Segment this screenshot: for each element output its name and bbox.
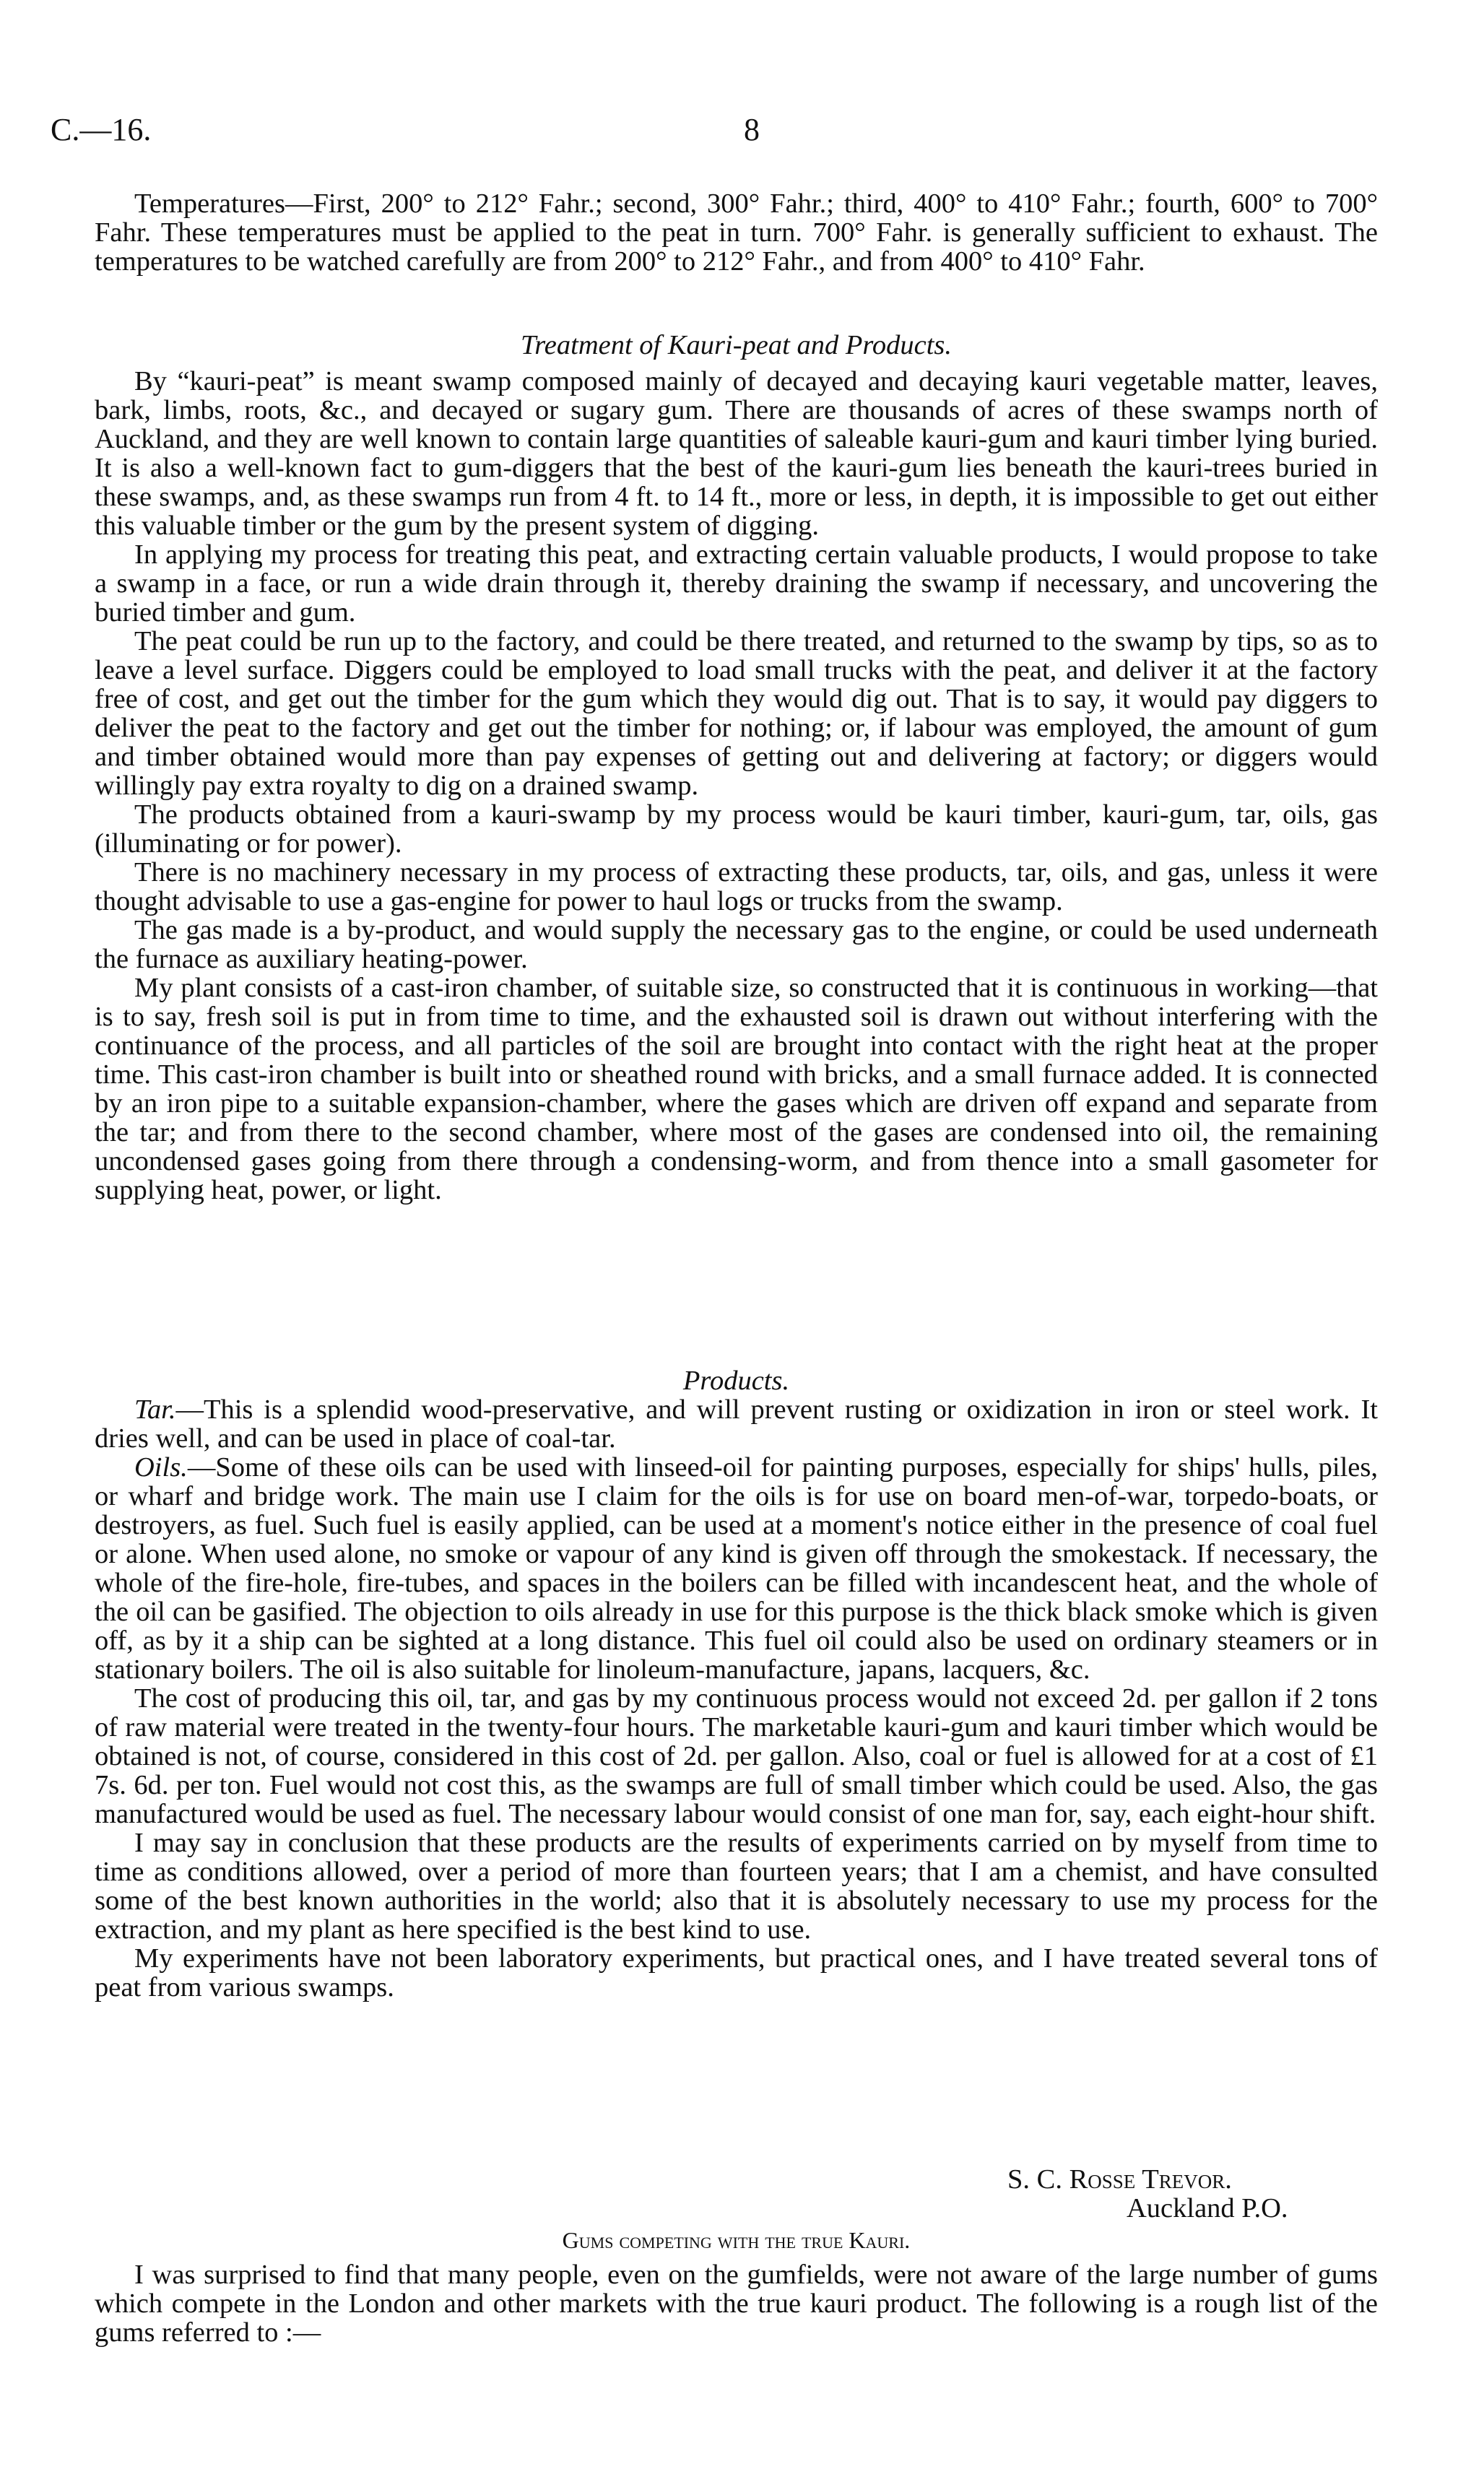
- paragraph: The cost of producing this oil, tar, and gas by my continuous process would not exceed 2d. per gallon if 2 tons of raw material were treated in the twenty-four hours. The marketable kauri-gum and kauri timber which would be obtained is not, of course, considered in this cost of 2d. per gallon. Also, coal or fuel is allowed for at a cost of £1 7s. 6d. per ton. Fuel would not cost this, as the swamps are full of small timber which could be used. Also, the gas manufactured would be used as fuel. The necessary labour would consist of one man for, say, each eight-hour shift.: [95, 1683, 1378, 1829]
- products-heading: Products.: [682, 1366, 790, 1396]
- paragraph: There is no machinery necessary in my process of extracting these products, tar, oils, and gas, unless it were thought advisable to use a gas-engine for power to haul logs or trucks from the swamp.: [95, 857, 1378, 916]
- oils-label: Oils.: [134, 1452, 188, 1483]
- paragraph: I may say in conclusion that these products are the results of experiments carried on by myself from time to time as conditions allowed, over a period of more than fourteen years; that I am a chemist, and have consulted some of the best known authorities in the world; also that it is absolutely necessary to use my process for the extraction, and my plant as here specified is the best kind to use.: [95, 1828, 1378, 1945]
- paragraph: In applying my process for treating this peat, and extracting certain valuable products, I would propose to take a swamp in a face, or run a wide drain through it, thereby draining the swamp if necessary, and uncovering the buried timber and gum.: [95, 539, 1378, 628]
- treatment-heading: Treatment of Kauri-peat and Products.: [520, 330, 953, 360]
- signature-name: S. C. Rosse Trevor.: [1007, 2164, 1232, 2195]
- paragraph: By “kauri-peat” is meant swamp composed mainly of decayed and decaying kauri vegetable matter, leaves, bark, limbs, roots, &c., and decayed or sugary gum. There are thousands of acres of these swamps north of Auckland, and they are well known to contain large quantities of saleable kauri-gum and kauri timber lying buried. It is also a well-known fact to gum-diggers that the best of the kauri-gum lies beneath the kauri-trees buried in these swamps, and, as these swamps run from 4 ft. to 14 ft., more or less, in depth, it is impossible to get out either this valuable timber or the gum by the present system of digging.: [95, 366, 1378, 541]
- oils-text: —Some of these oils can be used with linseed-oil for painting purposes, especially for ships' hulls, piles, or wharf and bridge work. The main use I claim for the oils is for use on board men-of-war, torpedo-boats, or destroyers, as fuel. Such fuel is easily applied, can be used at a moment's notice either in the presence of coal fuel or alone. When used alone, no smoke or vapour of any kind is given off through the smokestack. If necessary, the whole of the fire-hole, fire-tubes, and spaces in the boilers can be filled with incandescent heat, and the whole of the oil can be gasified. The objection to oils already in use for this purpose is the thick black smoke which is given off, as by it a ship can be sighted at a long distance. This fuel oil could also be used on ordinary steamers or in stationary boilers. The oil is also suitable for linoleum-manufacture, japans, lacquers, &c.: [95, 1452, 1378, 1685]
- paragraph: My experiments have not been laboratory experiments, but practical ones, and I have treated several tons of peat from various swamps.: [95, 1943, 1378, 2002]
- temperatures-paragraph: Temperatures—First, 200° to 212° Fahr.; second, 300° Fahr.; third, 400° to 410° Fahr.; fourth, 600° to 700° Fahr. These temperatures must be applied to the peat in turn. 700° Fahr. is generally sufficient to exhaust. The temperatures to be watched carefully are from 200° to 212° Fahr., and from 400° to 410° Fahr.: [95, 188, 1378, 277]
- paragraph: My plant consists of a cast-iron chamber, of suitable size, so constructed that it is continuous in working—that is to say, fresh soil is put in from time to time, and the exhausted soil is drawn out without interfering with the continuance of the process, and all particles of the soil are brought into contact with the right heat at the proper time. This cast-iron chamber is built into or sheathed round with bricks, and a small furnace added. It is connected by an iron pipe to a suitable expansion-chamber, where the gases which are driven off expand and separate from the tar; and from there to the second chamber, where most of the gases are condensed into oil, the remaining uncondensed gases going from there through a condensing-worm, and from thence into a small gasometer for supplying heat, power, or light.: [95, 973, 1378, 1205]
- gums-section: [95, 2226, 1378, 2347]
- oils-paragraph: [95, 1453, 1378, 1684]
- tar-text: —This is a splendid wood-preservative, and will prevent rusting or oxidization in iron or steel work. It dries well, and can be used in place of coal-tar.: [95, 1394, 1378, 1454]
- paragraph: The products obtained from a kauri-swamp by my process would be kauri timber, kauri-gum, tar, oils, gas (illuminating or for power).: [95, 799, 1378, 859]
- paragraph: The peat could be run up to the factory, and could be there treated, and returned to the swamp by tips, so as to leave a level surface. Diggers could be employed to load small trucks with the peat, and deliver it at the factory free of cost, and get out the timber for the gum which they would dig out. That is to say, it would pay diggers to deliver the peat to the factory and get out the timber for nothing; or, if labour was employed, the amount of gum and timber obtained would more than pay expenses of getting out and delivering at factory; or diggers would willingly pay extra royalty to dig on a drained swamp.: [95, 626, 1378, 801]
- signature-place: Auckland P.O.: [1127, 2193, 1288, 2223]
- temperatures-section: [95, 189, 1378, 276]
- treatment-section: [95, 331, 1378, 1205]
- paragraph: The gas made is a by-product, and would supply the necessary gas to the engine, or could be used underneath the furnace as auxiliary heating-power.: [95, 915, 1378, 974]
- document-code: C.—16.: [51, 112, 152, 147]
- paragraph: I was surprised to find that many people, even on the gumfields, were not aware of the large number of gums which compete in the London and other markets with the true kauri product. The following is a rough list of the gums referred to :—: [95, 2260, 1378, 2348]
- products-section: [95, 1366, 1378, 2002]
- gums-heading: Gums competing with the true Kauri.: [562, 2227, 911, 2253]
- tar-paragraph: [95, 1395, 1378, 1453]
- tar-label: Tar.: [134, 1394, 176, 1425]
- page-number: 8: [744, 112, 760, 147]
